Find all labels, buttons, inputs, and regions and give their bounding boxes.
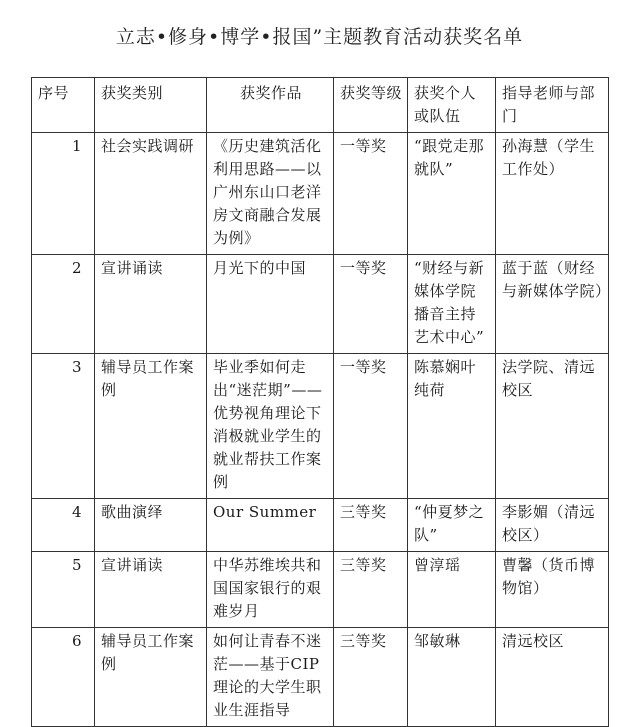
row-winner: “财经与新媒体学院播音主持艺术中心”: [408, 255, 496, 354]
table-row: [32, 255, 609, 354]
table-row: [32, 499, 609, 552]
row-advisor: 蓝于蓝（财经与新媒体学院）: [496, 255, 609, 354]
row-winner: “跟党走那就队”: [408, 133, 496, 255]
row-work: 《历史建筑活化利用思路——以广州东山口老洋房文商融合发展为例》: [207, 133, 334, 255]
header-winner: 获奖个人或队伍: [408, 78, 496, 133]
row-level: 一等奖: [334, 133, 408, 255]
row-advisor: 法学院、清远校区: [496, 354, 609, 499]
page-title: 立志•修身•博学•报国”主题教育活动获奖名单: [115, 26, 524, 48]
table-row: [32, 628, 609, 727]
header-advisor: 指导老师与部门: [496, 78, 609, 133]
awards-table: [31, 77, 609, 727]
row-level: 三等奖: [334, 552, 408, 628]
row-index: 2: [32, 255, 95, 354]
row-category: 辅导员工作案例: [95, 628, 207, 727]
header-level: 获奖等级: [334, 78, 408, 133]
header-index: 序号: [32, 78, 95, 133]
row-level: 三等奖: [334, 628, 408, 727]
row-level: 三等奖: [334, 499, 408, 552]
row-winner: “仲夏梦之队”: [408, 499, 496, 552]
row-index: 5: [32, 552, 95, 628]
row-index: 1: [32, 133, 95, 255]
row-level: 一等奖: [334, 255, 408, 354]
row-category: 宣讲诵读: [95, 552, 207, 628]
table-row: [32, 552, 609, 628]
row-work: 月光下的中国: [207, 255, 334, 354]
row-advisor: 李影媚（清远校区）: [496, 499, 609, 552]
row-index: 6: [32, 628, 95, 727]
row-category: 辅导员工作案例: [95, 354, 207, 499]
row-level: 一等奖: [334, 354, 408, 499]
table-row: [32, 133, 609, 255]
row-winner: 曾淳瑶: [408, 552, 496, 628]
row-work: 如何让青春不迷茫——基于CIP理论的大学生职业生涯指导: [207, 628, 334, 727]
table-header-row: [32, 78, 609, 133]
row-index: 3: [32, 354, 95, 499]
row-work: 中华苏维埃共和国国家银行的艰难岁月: [207, 552, 334, 628]
row-winner: 邹敏琳: [408, 628, 496, 727]
row-category: 社会实践调研: [95, 133, 207, 255]
row-work: Our Summer: [207, 499, 334, 552]
row-category: 歌曲演绎: [95, 499, 207, 552]
row-category: 宣讲诵读: [95, 255, 207, 354]
table-row: [32, 354, 609, 499]
row-advisor: 清远校区: [496, 628, 609, 727]
row-work: 毕业季如何走出“迷茫期”——优势视角理论下消极就业学生的就业帮扶工作案例: [207, 354, 334, 499]
row-advisor: 曹馨（货币博物馆）: [496, 552, 609, 628]
row-index: 4: [32, 499, 95, 552]
header-work: 获奖作品: [207, 78, 334, 133]
row-winner: 陈慕娴叶纯荷: [408, 354, 496, 499]
row-advisor: 孙海慧（学生工作处）: [496, 133, 609, 255]
header-category: 获奖类别: [95, 78, 207, 133]
